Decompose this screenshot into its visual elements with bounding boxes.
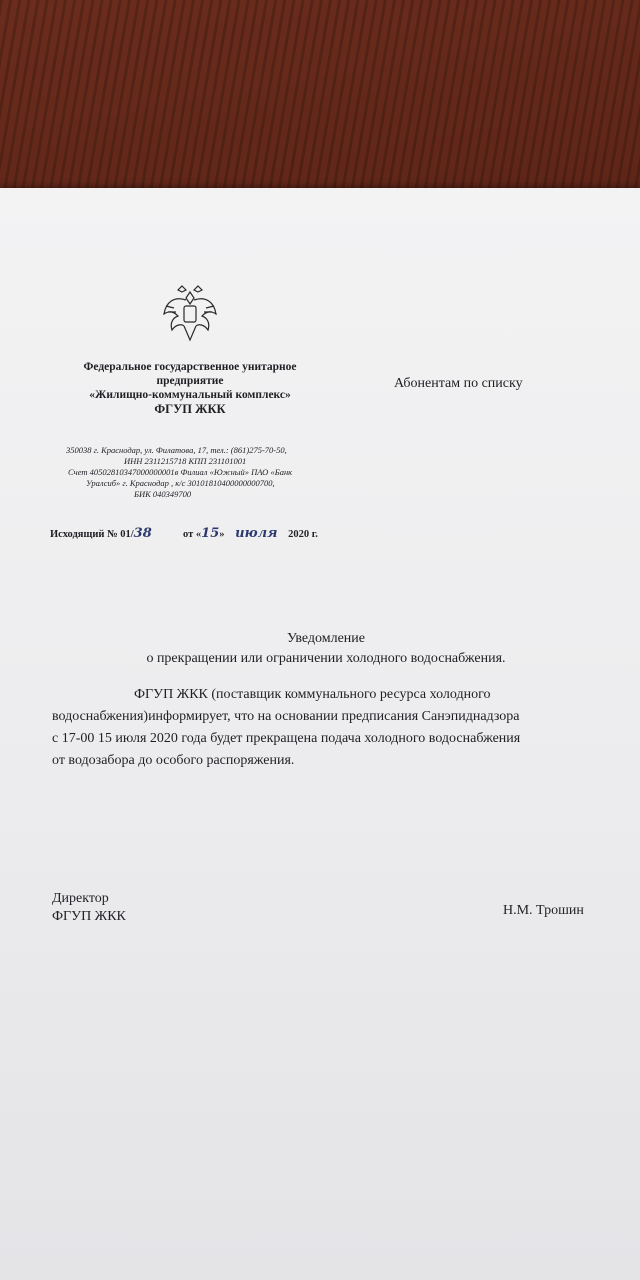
outgoing-number <box>50 526 152 541</box>
signer-name: Н.М. Трошин <box>503 903 584 918</box>
date-day-handwritten: 15 <box>201 526 220 541</box>
org-name-line3: «Жилищно-коммунальный комплекс» <box>89 389 291 401</box>
date-year: 2020 г. <box>288 529 318 540</box>
recipient: Абонентам по списку <box>394 376 523 391</box>
notice-subtitle: о прекращении или ограничении холодного водоснабжения. <box>146 651 506 666</box>
address-line3: Счет 40502810347000000001в Филиал «Южный» ПАО «Банк <box>68 467 293 477</box>
signer-position-line2: ФГУП ЖКК <box>52 909 126 924</box>
address-line5: БИК 040349700 <box>134 489 192 499</box>
address-line2: ИНН 2311215718 КПП 231101001 <box>124 456 247 466</box>
date-month-handwritten: июля <box>235 526 278 541</box>
outgoing-number-handwritten: 38 <box>133 526 152 541</box>
notice-paragraph-line1: ФГУП ЖКК (поставщик коммунального ресурса холодного <box>134 687 491 702</box>
signer-position-line1: Директор <box>52 891 109 906</box>
address-line1: 350038 г. Краснодар, ул. Филатова, 17, тел.: (861)275-70-50, <box>66 445 287 455</box>
notice-paragraph-line3: с 17-00 15 июля 2020 года будет прекращена подача холодного водоснабжения <box>52 731 521 746</box>
org-short-name: ФГУП ЖКК <box>154 402 226 416</box>
outgoing-date <box>183 526 318 541</box>
date-from-label: от « <box>183 529 202 540</box>
org-name-line2: предприятие <box>156 375 224 387</box>
notice-paragraph-line2: водоснабжения)информирует, что на основании предписания Санэпиднадзора <box>52 709 520 724</box>
notice-title: Уведомление <box>286 631 365 646</box>
date-mid: » <box>219 529 225 540</box>
coat-of-arms-icon <box>160 282 220 344</box>
org-name-line1: Федеральное государственное унитарное <box>83 361 297 373</box>
outgoing-label: Исходящий № 01/ <box>50 529 134 540</box>
address-line4: Уралсиб» г. Краснодар , к/с 30101810400000000700, <box>86 478 275 488</box>
notice-paragraph-line4: от водозабора до особого распоряжения. <box>52 753 295 768</box>
